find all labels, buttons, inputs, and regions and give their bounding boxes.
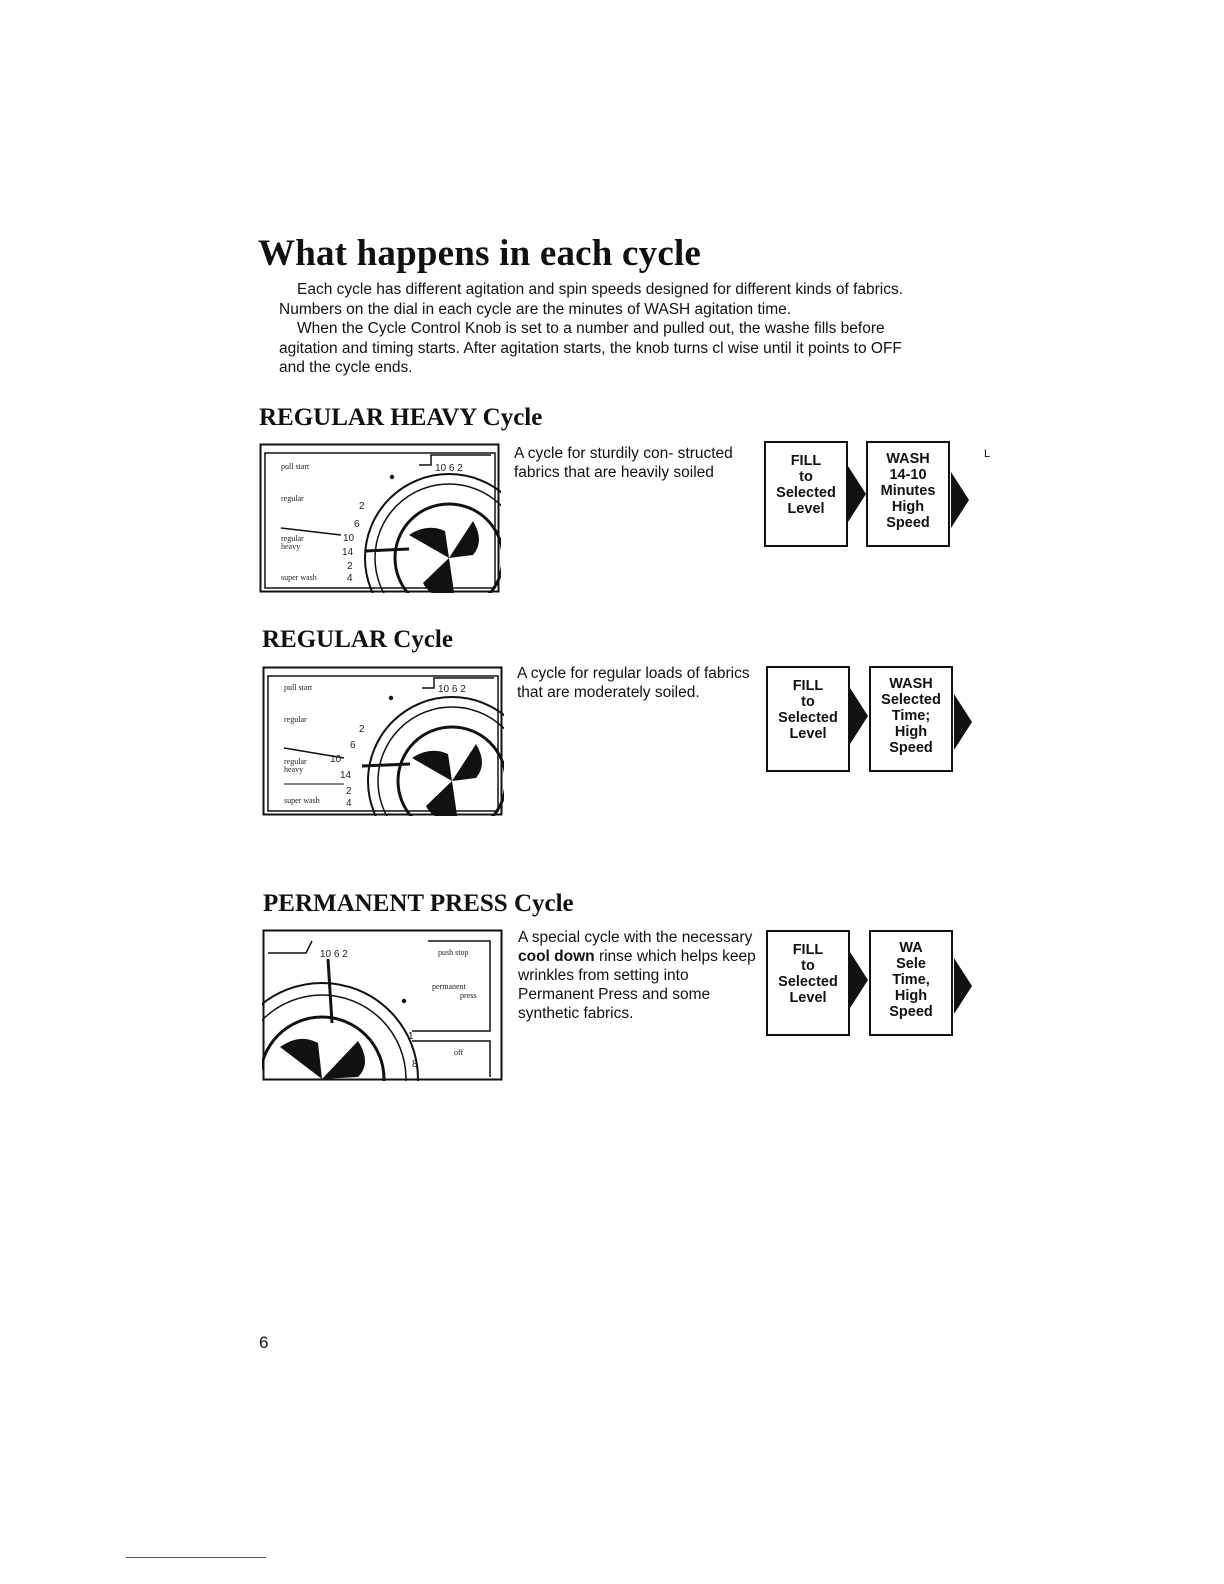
dial-number-4: 4 <box>347 573 353 584</box>
dial-label-push-stop: push stop <box>438 948 469 957</box>
arrow-icon-regular-2 <box>952 690 974 754</box>
dial-label-regular-heavy-1: regular <box>284 757 307 766</box>
dial-label-regular: regular <box>284 715 307 724</box>
intro-paragraph-1: Each cycle has different agitation and spin speeds designed for different kinds of fabrics. Numbers on the dial in each cycle are the minutes of WASH agitation time. <box>279 281 904 318</box>
footnote-rule <box>126 1557 266 1558</box>
dial-illustration-regular-heavy <box>259 443 501 593</box>
dial-number-8: 8 <box>412 1059 418 1070</box>
arrow-icon-regular-heavy-2 <box>949 468 971 532</box>
dial-number-14: 14 <box>342 547 354 558</box>
intro-paragraph-2: When the Cycle Control Knob is set to a number and pulled out, the washe fills before agitation and timing starts. After agitation starts, the knob turns cl wise until it points to OFF and the cycle ends. <box>279 320 902 376</box>
dial-top-numbers: 10 6 2 <box>438 684 466 695</box>
dial-label-super-wash: super wash <box>281 573 317 582</box>
dial-label-regular: regular <box>281 494 304 503</box>
fill-box-permanent-press: FILL to Selected Level <box>766 930 850 1036</box>
wash-box-regular: WASH Selected Time; High Speed <box>869 666 953 772</box>
description-regular-heavy: A cycle for sturdily con- structed fabrics that are heavily soiled <box>514 445 733 481</box>
dial-number-6: 6 <box>354 519 360 530</box>
arrow-icon-permanent-press-2 <box>952 954 974 1018</box>
dial-number-2b: 2 <box>347 561 353 572</box>
dial-number-2: 2 <box>359 501 365 512</box>
dial-label-pull-start: pull start <box>284 683 313 692</box>
dial-number-10: 10 <box>343 533 355 544</box>
dial-label-super-wash: super wash <box>284 796 320 805</box>
description-regular: A cycle for regular loads of fabrics that are moderately soiled. <box>517 665 750 701</box>
section-title-regular: REGULAR Cycle <box>262 626 453 653</box>
description-permanent-press: A special cycle with the necessary cool down rinse which helps keep wrinkles from setting into Permanent Press and some synthetic fabrics. <box>518 929 756 1022</box>
page-number: 6 <box>259 1333 269 1352</box>
dial-number-10: 10 <box>330 754 342 765</box>
arrow-icon-permanent-press-1 <box>848 948 870 1012</box>
section-title-regular-heavy: REGULAR HEAVY Cycle <box>259 404 543 431</box>
section-title-permanent-press: PERMANENT PRESS Cycle <box>263 890 574 917</box>
dial-illustration-permanent-press <box>262 929 504 1081</box>
dial-number-14: 14 <box>340 770 352 781</box>
dial-label-off: off <box>454 1048 464 1057</box>
dial-label-regular-heavy-2: heavy <box>284 765 304 774</box>
wash-box-permanent-press: WA Sele Time, High Speed <box>869 930 953 1036</box>
dial-label-regular-heavy-2: heavy <box>281 542 301 551</box>
dial-number-4: 4 <box>346 798 352 809</box>
page-title: What happens in each cycle <box>258 233 702 274</box>
dial-label-permanent: permanent <box>432 982 466 991</box>
wash-box-regular-heavy: WASH 14-10 Minutes High Speed <box>866 441 950 547</box>
dial-illustration-regular <box>262 666 504 816</box>
arrow-icon-regular-1 <box>848 684 870 748</box>
dial-number-6: 6 <box>350 740 356 751</box>
dial-label-pull-start: pull start <box>281 462 310 471</box>
dial-number-2: 2 <box>359 724 365 735</box>
fill-box-regular-heavy: FILL to Selected Level <box>764 441 848 547</box>
stray-mark: L <box>984 448 991 460</box>
dial-top-numbers: 10 6 2 <box>320 949 348 960</box>
fill-box-regular: FILL to Selected Level <box>766 666 850 772</box>
dial-label-regular-heavy-1: regular <box>281 534 304 543</box>
dial-label-press: press <box>460 991 477 1000</box>
dial-number-1: 1 <box>408 1031 414 1042</box>
arrow-icon-regular-heavy-1 <box>846 462 868 526</box>
dial-top-numbers: 10 6 2 <box>435 463 463 474</box>
dial-number-2b: 2 <box>346 786 352 797</box>
intro-text <box>279 280 919 378</box>
